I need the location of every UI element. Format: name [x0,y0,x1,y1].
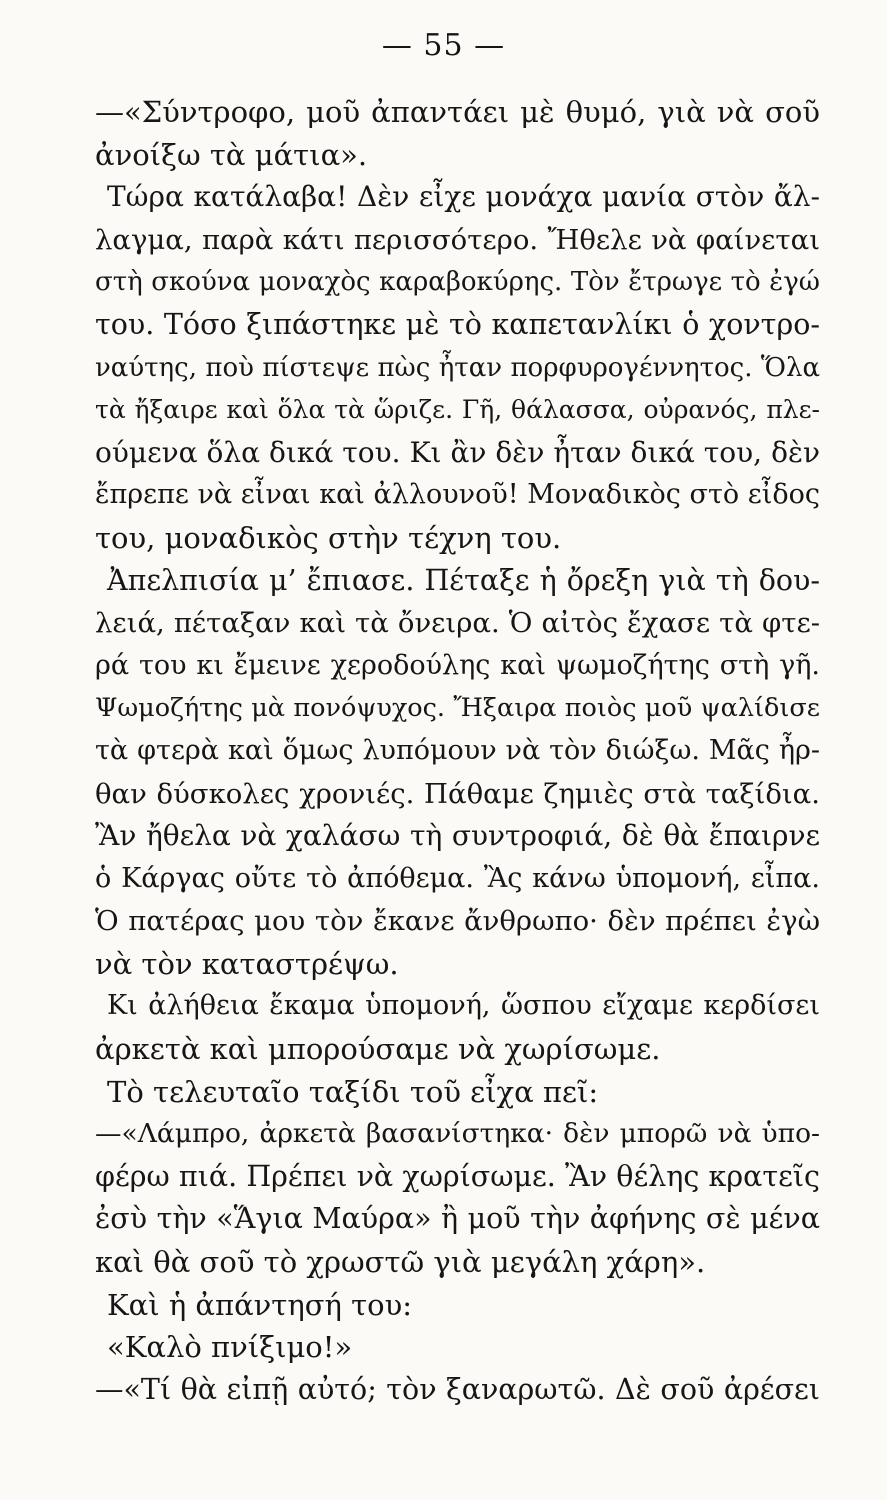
text-line: καὶ θὰ σοῦ τὸ χρωστῶ γιὰ μεγάλη χάρη». [95,1245,706,1280]
text-line: φέρω πιά. Πρέπει νὰ χωρίσωμε. Ἂν θέλης κρατεῖς [95,1159,820,1193]
text-line: —«Σύντροφο, μοῦ ἀπαντάει μὲ θυμό, γιὰ νὰ σοῦ [95,95,820,129]
text-line: τὰ φτερὰ καὶ ὅμως λυπόμουν νὰ τὸν διώξω. Μᾶς ἦρ- [95,734,820,766]
text-line: νὰ τὸν καταστρέψω. [95,946,399,981]
text-line: ἐσὺ τὴν «Ἅγια Μαύρα» ἢ μοῦ τὴν ἀφήνης σὲ μένα [95,1202,820,1236]
text-line: —«Τί θὰ εἰπῇ αὐτό; τὸν ξαναρωτῶ. Δὲ σοῦ ἀρέσει [95,1372,820,1406]
text-line: Ψωμοζήτης μὰ πονόψυχος. Ἤξαιρα ποιὸς μοῦ ψαλίδισε [95,693,820,724]
text-line: ναύτης, ποὺ πίστεψε πὼς ἦταν πορφυρογέννητος. Ὅλα [95,352,820,383]
text-line: τὰ ἤξαιρε καὶ ὅλα τὰ ὥριζε. Γῆ, θάλασσα, οὐρανός, πλε- [95,395,820,425]
text-line: «Καλὸ πνίξιμο!» [107,1330,353,1365]
text-line: Καὶ ἡ ἀπάντησή του: [107,1287,412,1322]
text-line: ρά του κι ἔμεινε χεροδούλης καὶ ψωμοζήτης στὴ γῆ. [95,649,820,681]
text-line: Τώρα κατάλαβα! Δὲν εἶχε μονάχα μανία στὸν ἄλ- [107,180,820,214]
text-line: θαν δύσκολες χρονιές. Πάθαμε ζημιὲς στὰ ταξίδια. [95,777,820,810]
text-line: του. Τόσο ξιπάστηκε μὲ τὸ καπετανλίκι ὁ χοντρο- [95,307,820,341]
text-line: ἀνοίξω τὰ μάτια». [95,137,368,172]
text-line: Ἀπελπισία μ’ ἔπιασε. Πέταξε ἡ ὄρεξη γιὰ τὴ δου- [107,563,820,597]
body-text [95,91,820,1411]
text-line: Ἂν ἤθελα νὰ χαλάσω τὴ συντροφιά, δὲ θὰ ἔπαιρνε [95,819,820,853]
text-line: —«Λάμπρο, ἀρκετὰ βασανίστηκα· δὲν μπορῶ νὰ ὑπο- [95,1118,820,1150]
text-line: ἔπρεπε νὰ εἶναι καὶ ἀλλουνοῦ! Μοναδικὸς στὸ εἶδος [95,479,820,511]
text-line: ἀρκετὰ καὶ μπορούσαμε νὰ χωρίσωμε. [95,1032,661,1067]
text-line: Ὁ πατέρας μου τὸν ἔκανε ἄνθρωπο· δὲν πρέπει ἐγὼ [95,905,820,938]
text-line: Κι ἀλήθεια ἔκαμα ὑπομονή, ὥσπου εἴχαμε κερδίσει [107,990,820,1022]
page-number: — 55 — [381,28,506,63]
text-line: Τὸ τελευταῖο ταξίδι τοῦ εἶχα πεῖ: [107,1074,599,1109]
text-line: λαγμα, παρὰ κάτι περισσότερο. Ἤθελε νὰ φαίνεται [95,223,820,256]
text-line: ὁ Κάργας οὔτε τὸ ἀπόθεμα. Ἂς κάνω ὑπομονή, εἶπα. [95,862,820,894]
text-line: ούμενα ὅλα δικά του. Κι ἂν δὲν ἦταν δικά του, δὲν [95,435,820,469]
text-line: του, μοναδικὸς στὴν τέχνη του. [95,520,562,555]
text-line: στὴ σκούνα μοναχὸς καραβοκύρης. Τὸν ἔτρωγε τὸ ἐγώ [95,267,820,298]
text-line: λειά, πέταξαν καὶ τὰ ὄνειρα. Ὁ αἰτὸς ἔχασε τὰ φτε- [95,607,820,640]
